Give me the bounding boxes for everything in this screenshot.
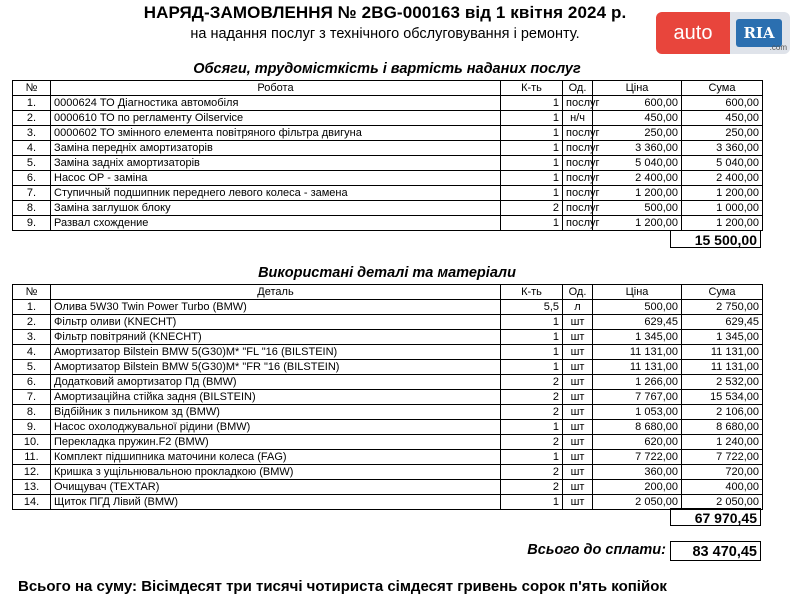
row-sum: 3 360,00	[682, 141, 763, 156]
row-price: 7 722,00	[593, 450, 682, 465]
table-row	[13, 156, 763, 171]
row-quantity: 1	[501, 171, 563, 186]
row-quantity: 1	[501, 315, 563, 330]
table-row	[13, 300, 763, 315]
parts-header-row	[13, 285, 763, 300]
row-quantity: 1	[501, 330, 563, 345]
row-quantity: 2	[501, 201, 563, 216]
row-description: Развал схождение	[51, 216, 501, 231]
services-section-title: Обсяги, трудомісткість і вартість наданих послуг	[193, 61, 581, 77]
row-unit: шт	[563, 345, 593, 360]
row-sum: 1 240,00	[682, 435, 763, 450]
row-price: 1 345,00	[593, 330, 682, 345]
row-price: 2 050,00	[593, 495, 682, 510]
row-price: 1 200,00	[593, 216, 682, 231]
row-description: 0000624 ТО Діагностика автомобіля	[51, 96, 501, 111]
row-price: 500,00	[593, 300, 682, 315]
row-sum: 600,00	[682, 96, 763, 111]
row-unit: шт	[563, 330, 593, 345]
row-number: 14.	[13, 495, 51, 510]
row-number: 5.	[13, 360, 51, 375]
col-header-number: №	[13, 81, 51, 96]
table-row	[13, 330, 763, 345]
row-number: 13.	[13, 480, 51, 495]
table-row	[13, 111, 763, 126]
row-quantity: 2	[501, 375, 563, 390]
table-row	[13, 345, 763, 360]
row-price: 600,00	[593, 96, 682, 111]
table-row	[13, 495, 763, 510]
row-sum: 2 050,00	[682, 495, 763, 510]
row-quantity: 2	[501, 435, 563, 450]
grand-total-label: Всього до сплати:	[527, 542, 666, 558]
row-number: 8.	[13, 201, 51, 216]
row-sum: 450,00	[682, 111, 763, 126]
row-quantity: 1	[501, 495, 563, 510]
row-description: Комплект підшипника маточини колеса (FAG)	[51, 450, 501, 465]
row-unit: послуг	[563, 126, 593, 141]
table-row	[13, 96, 763, 111]
row-price: 11 131,00	[593, 345, 682, 360]
row-price: 1 200,00	[593, 186, 682, 201]
row-price: 1 266,00	[593, 375, 682, 390]
logo-domain-suffix: .com	[769, 43, 787, 52]
row-price: 360,00	[593, 465, 682, 480]
logo-ria-part	[730, 12, 790, 54]
row-price: 1 053,00	[593, 405, 682, 420]
col-header-price: Ціна	[593, 81, 682, 96]
table-row	[13, 186, 763, 201]
row-sum: 7 722,00	[682, 450, 763, 465]
row-unit: шт	[563, 360, 593, 375]
row-sum: 1 200,00	[682, 216, 763, 231]
col-header-part: Деталь	[51, 285, 501, 300]
services-total: 15 500,00	[670, 230, 761, 248]
row-description: 0000610 ТО по регламенту Oilservice	[51, 111, 501, 126]
table-row	[13, 435, 763, 450]
table-row	[13, 480, 763, 495]
table-row	[13, 126, 763, 141]
row-unit: шт	[563, 420, 593, 435]
col-header-number: №	[13, 285, 51, 300]
row-price: 250,00	[593, 126, 682, 141]
row-number: 9.	[13, 216, 51, 231]
row-description: Заміна заглушок блоку	[51, 201, 501, 216]
row-description: Відбійник з пильником зд (BMW)	[51, 405, 501, 420]
row-unit: послуг	[563, 156, 593, 171]
row-sum: 11 131,00	[682, 360, 763, 375]
row-quantity: 1	[501, 96, 563, 111]
row-quantity: 1	[501, 126, 563, 141]
table-row	[13, 141, 763, 156]
col-header-price: Ціна	[593, 285, 682, 300]
document-subtitle: на надання послуг з технічного обслуговування і ремонту.	[190, 26, 580, 42]
row-quantity: 1	[501, 450, 563, 465]
row-quantity: 2	[501, 480, 563, 495]
row-description: Кришка з ущільнювальною прокладкою (BMW)	[51, 465, 501, 480]
parts-section-title: Використані деталі та матеріали	[258, 265, 516, 281]
col-header-sum: Сума	[682, 285, 763, 300]
row-description: Насос охолоджувальної рідини (BMW)	[51, 420, 501, 435]
row-description: Амортизатор Bilstein BMW 5(G30)M* "FR "16 (BILSTEIN)	[51, 360, 501, 375]
row-unit: шт	[563, 390, 593, 405]
document-title: НАРЯД-ЗАМОВЛЕННЯ № 2BG-000163 від 1 квітня 2024 р.	[143, 3, 627, 22]
row-quantity: 1	[501, 186, 563, 201]
row-number: 12.	[13, 465, 51, 480]
row-unit: л	[563, 300, 593, 315]
row-sum: 15 534,00	[682, 390, 763, 405]
row-number: 9.	[13, 420, 51, 435]
row-sum: 2 400,00	[682, 171, 763, 186]
row-price: 500,00	[593, 201, 682, 216]
autoria-logo	[656, 12, 790, 54]
row-description: Заміна задніх амортизаторів	[51, 156, 501, 171]
row-number: 4.	[13, 345, 51, 360]
col-header-unit: Од.	[563, 285, 593, 300]
row-price: 11 131,00	[593, 360, 682, 375]
table-row	[13, 171, 763, 186]
row-unit: шт	[563, 465, 593, 480]
row-number: 2.	[13, 315, 51, 330]
row-price: 200,00	[593, 480, 682, 495]
logo-ria-badge: RIA	[736, 19, 782, 47]
row-number: 6.	[13, 171, 51, 186]
row-price: 629,45	[593, 315, 682, 330]
row-unit: послуг	[563, 96, 593, 111]
table-row	[13, 420, 763, 435]
row-quantity: 1	[501, 360, 563, 375]
row-sum: 720,00	[682, 465, 763, 480]
row-sum: 11 131,00	[682, 345, 763, 360]
row-price: 2 400,00	[593, 171, 682, 186]
row-description: Фільтр оливи (KNECHT)	[51, 315, 501, 330]
row-description: Додатковий амортизатор Пд (BMW)	[51, 375, 501, 390]
row-number: 1.	[13, 96, 51, 111]
logo-auto-part: auto	[656, 12, 730, 54]
row-price: 7 767,00	[593, 390, 682, 405]
row-quantity: 1	[501, 111, 563, 126]
row-number: 3.	[13, 126, 51, 141]
row-unit: шт	[563, 405, 593, 420]
row-number: 11.	[13, 450, 51, 465]
row-number: 1.	[13, 300, 51, 315]
row-sum: 1 200,00	[682, 186, 763, 201]
row-price: 620,00	[593, 435, 682, 450]
row-description: Перекладка пружин.F2 (BMW)	[51, 435, 501, 450]
col-header-work: Робота	[51, 81, 501, 96]
row-unit: послуг	[563, 201, 593, 216]
row-description: Очищувач (TEXTAR)	[51, 480, 501, 495]
row-description: Олива 5W30 Twin Power Turbo (BMW)	[51, 300, 501, 315]
table-row	[13, 390, 763, 405]
row-sum: 400,00	[682, 480, 763, 495]
row-number: 5.	[13, 156, 51, 171]
row-quantity: 2	[501, 390, 563, 405]
row-number: 2.	[13, 111, 51, 126]
row-sum: 1 345,00	[682, 330, 763, 345]
row-number: 6.	[13, 375, 51, 390]
table-row	[13, 375, 763, 390]
row-sum: 8 680,00	[682, 420, 763, 435]
parts-total: 67 970,45	[670, 508, 761, 526]
row-quantity: 1	[501, 141, 563, 156]
row-description: Фільтр повітряний (KNECHT)	[51, 330, 501, 345]
row-sum: 5 040,00	[682, 156, 763, 171]
row-quantity: 1	[501, 420, 563, 435]
parts-table	[12, 284, 763, 510]
row-unit: шт	[563, 450, 593, 465]
row-description: 0000602 ТО змінного елемента повітряного фільтра двигуна	[51, 126, 501, 141]
row-sum: 2 750,00	[682, 300, 763, 315]
row-quantity: 1	[501, 156, 563, 171]
table-row	[13, 465, 763, 480]
grand-total-value: 83 470,45	[670, 541, 761, 561]
row-number: 3.	[13, 330, 51, 345]
row-unit: шт	[563, 375, 593, 390]
row-number: 8.	[13, 405, 51, 420]
row-unit: н/ч	[563, 111, 593, 126]
row-price: 450,00	[593, 111, 682, 126]
row-unit: шт	[563, 480, 593, 495]
row-number: 7.	[13, 186, 51, 201]
amount-in-words: Всього на суму: Вісімдесят три тисячі чотириста сімдесят гривень сорок п'ять копійок	[18, 578, 667, 595]
row-sum: 2 106,00	[682, 405, 763, 420]
row-description: Заміна передніх амортизаторів	[51, 141, 501, 156]
row-unit: послуг	[563, 141, 593, 156]
row-quantity: 5,5	[501, 300, 563, 315]
row-unit: послуг	[563, 186, 593, 201]
row-unit: послуг	[563, 216, 593, 231]
row-sum: 629,45	[682, 315, 763, 330]
row-unit: шт	[563, 495, 593, 510]
row-price: 5 040,00	[593, 156, 682, 171]
row-number: 7.	[13, 390, 51, 405]
row-quantity: 2	[501, 465, 563, 480]
row-sum: 1 000,00	[682, 201, 763, 216]
table-row	[13, 216, 763, 231]
col-header-unit: Од.	[563, 81, 593, 96]
row-price: 3 360,00	[593, 141, 682, 156]
row-quantity: 1	[501, 216, 563, 231]
row-number: 10.	[13, 435, 51, 450]
services-header-row	[13, 81, 763, 96]
table-row	[13, 450, 763, 465]
col-header-sum: Сума	[682, 81, 763, 96]
table-row	[13, 405, 763, 420]
row-unit: послуг	[563, 171, 593, 186]
table-row	[13, 315, 763, 330]
row-quantity: 2	[501, 405, 563, 420]
row-description: Насос ОР - заміна	[51, 171, 501, 186]
row-description: Щиток ПГД Лівий (BMW)	[51, 495, 501, 510]
row-unit: шт	[563, 315, 593, 330]
row-price: 8 680,00	[593, 420, 682, 435]
row-quantity: 1	[501, 345, 563, 360]
table-row	[13, 360, 763, 375]
row-sum: 2 532,00	[682, 375, 763, 390]
services-table	[12, 80, 763, 231]
table-row	[13, 201, 763, 216]
row-sum: 250,00	[682, 126, 763, 141]
col-header-qty: К-ть	[501, 285, 563, 300]
row-description: Ступичный подшипник переднего левого колеса - замена	[51, 186, 501, 201]
row-description: Амортизатор Bilstein BMW 5(G30)M* "FL "16 (BILSTEIN)	[51, 345, 501, 360]
col-header-qty: К-ть	[501, 81, 563, 96]
row-description: Амортизаційна стійка задня (BILSTEIN)	[51, 390, 501, 405]
row-unit: шт	[563, 435, 593, 450]
row-number: 4.	[13, 141, 51, 156]
